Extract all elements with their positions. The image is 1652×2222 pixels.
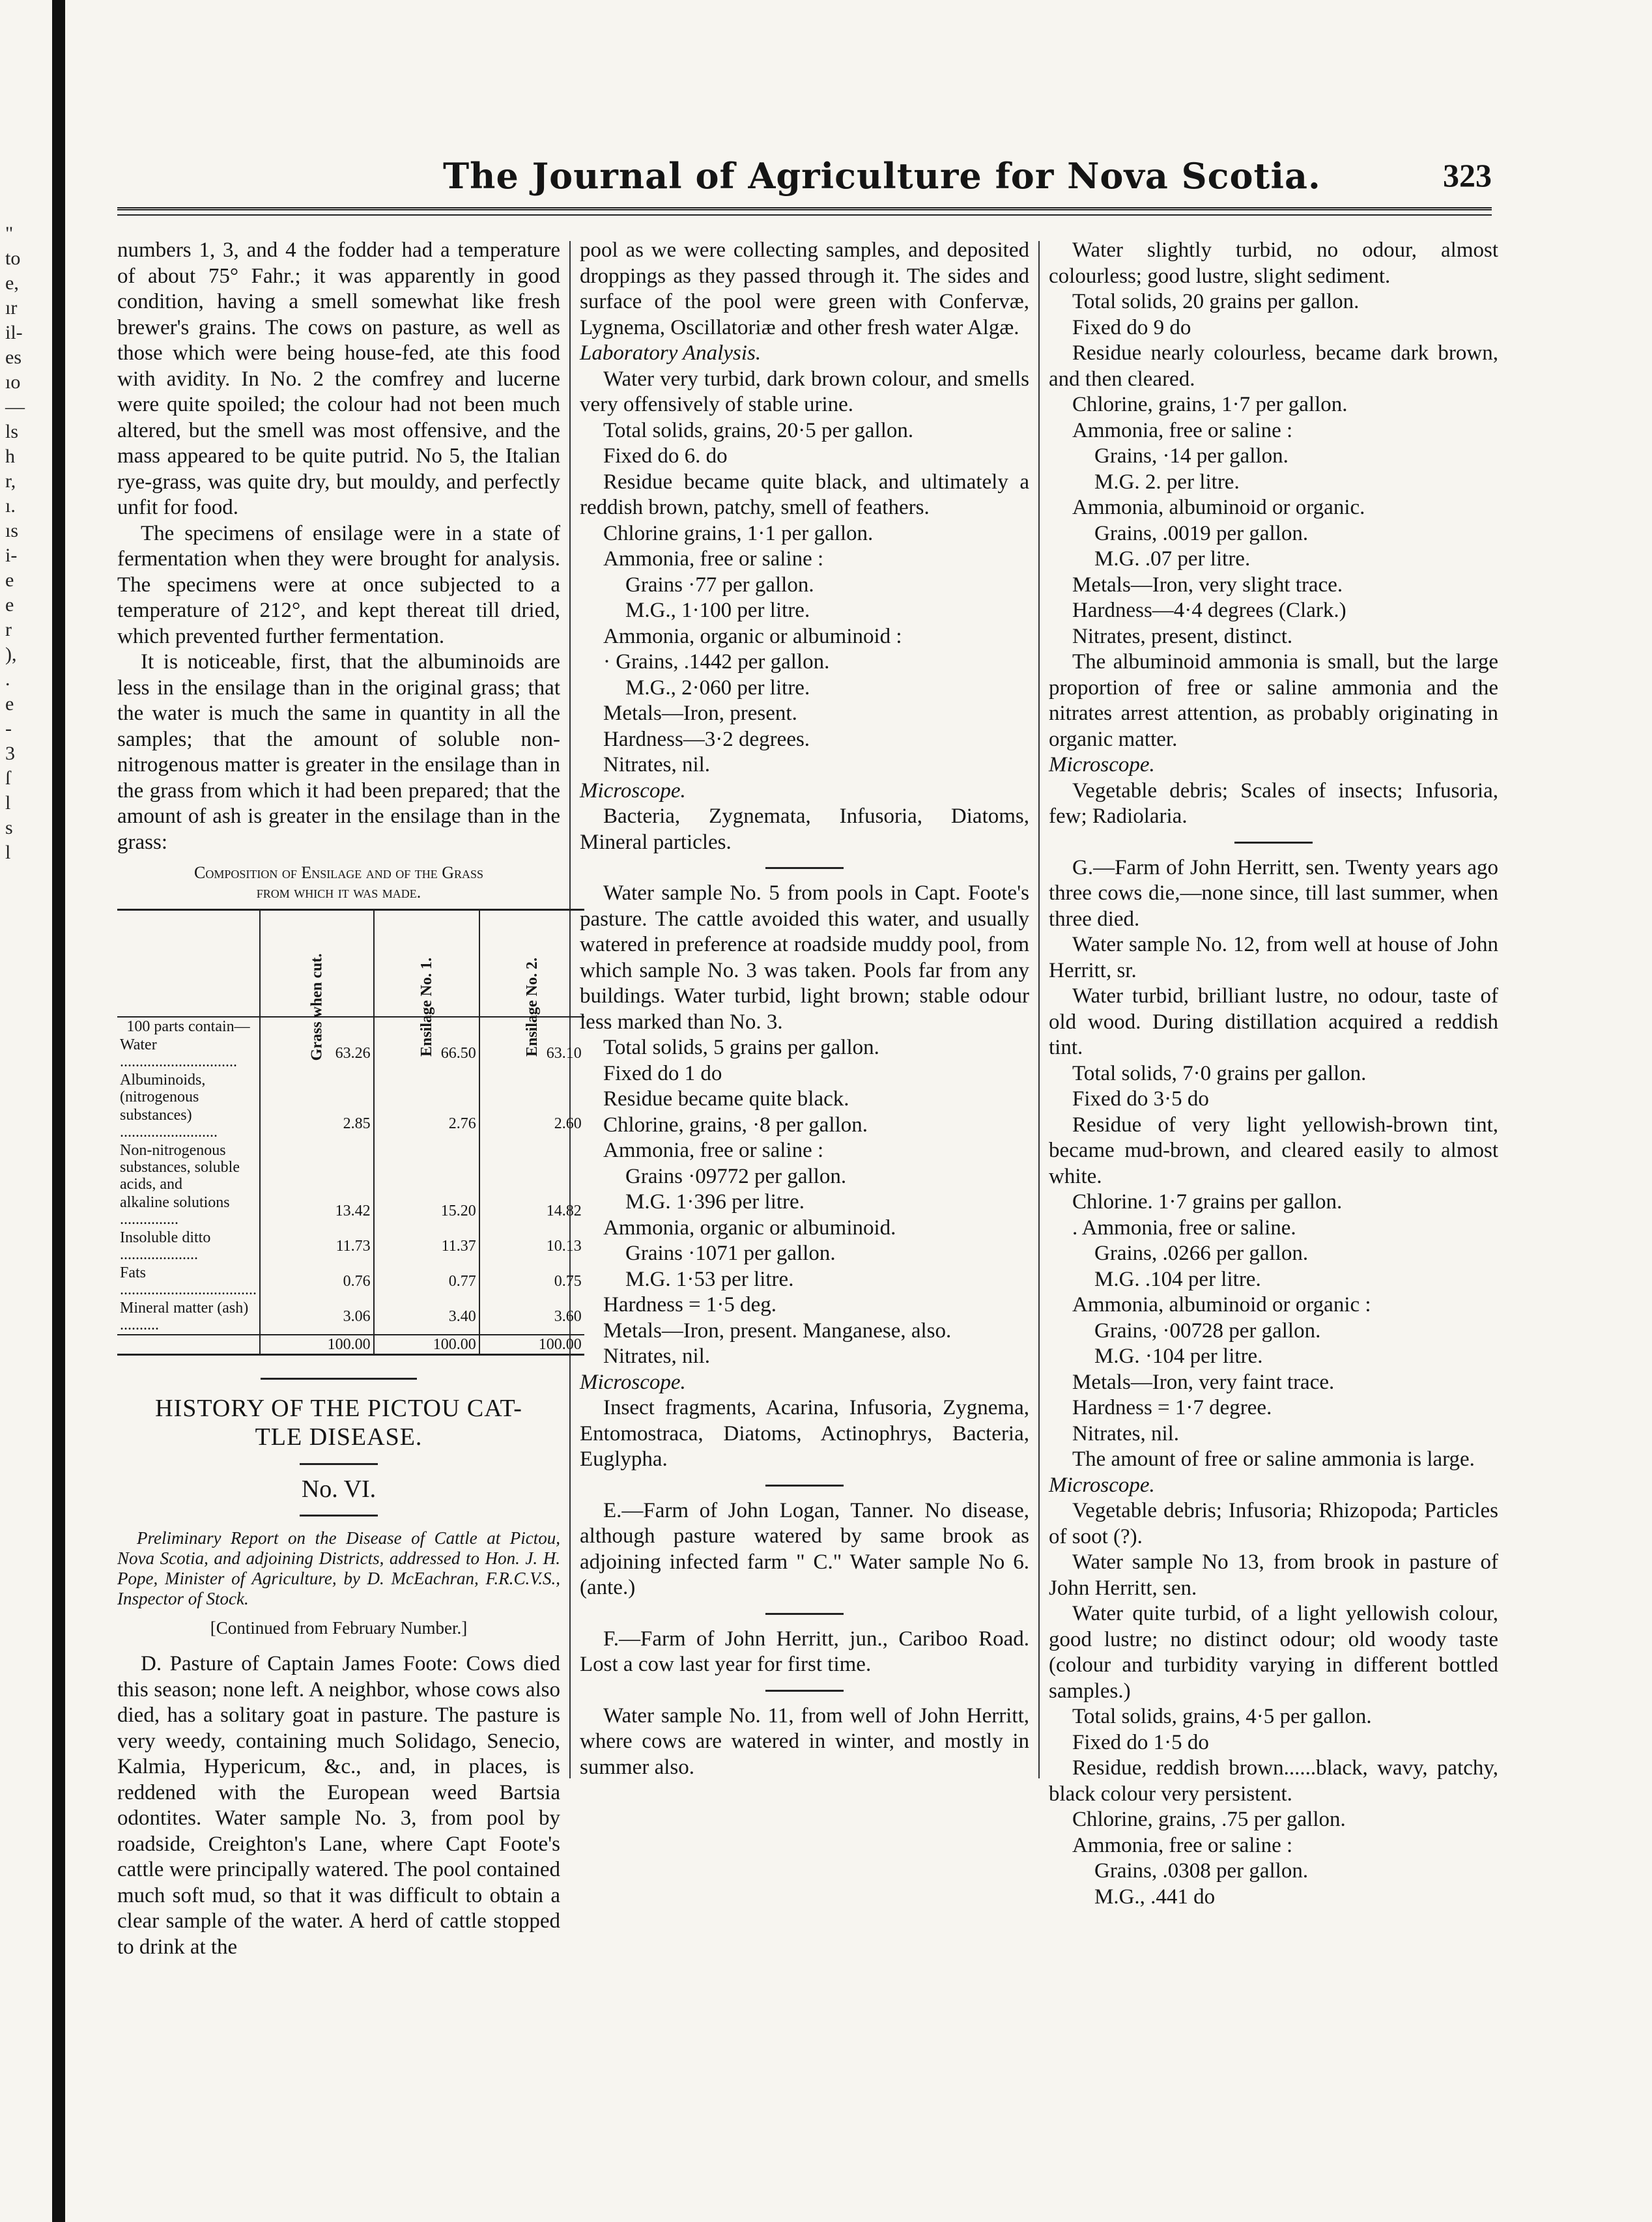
- paragraph: Water very turbid, dark brown colour, and smells very offensively of stable urine.: [580, 367, 1029, 416]
- paragraph: pool as we were collecting samples, and deposited droppings as they passed through it. The sides and surface of the pool were green with Confervæ, Lygnema, Oscillatoriæ and other fresh water Algæ.: [580, 238, 1029, 339]
- analysis-line: Hardness—3·2 degrees.: [603, 727, 810, 751]
- analysis-line: Grains ·77 per gallon.: [625, 573, 814, 597]
- analysis-line: Ammonia, free or saline :: [1072, 418, 1293, 442]
- section-rule: [765, 1613, 844, 1615]
- analysis-line: . Ammonia, free or saline.: [1072, 1216, 1296, 1240]
- analysis-line: Hardness = 1·5 deg.: [603, 1293, 777, 1317]
- page-header: [117, 150, 1492, 221]
- table-title-line: Composition of Ensilage and of the Grass: [193, 863, 484, 882]
- margin-fragment: e,: [5, 272, 19, 294]
- margin-fragment: i-: [5, 545, 18, 566]
- analysis-line: Metals—Iron, present. Manganese, also.: [603, 1318, 952, 1343]
- analysis-line: Ammonia, free or saline :: [603, 1139, 824, 1162]
- margin-fragment: h: [5, 446, 15, 467]
- paragraph: The amount of free or saline ammonia is large.: [1072, 1447, 1475, 1471]
- margin-fragment: ıo: [5, 371, 21, 393]
- analysis-line: Chlorine. 1·7 grains per gallon.: [1072, 1190, 1343, 1214]
- page-number: 323: [1443, 157, 1492, 193]
- paragraph: F.—Farm of John Herritt, jun., Cariboo Road. Lost a cow last year for first time.: [580, 1627, 1029, 1676]
- margin-fragment: —: [5, 396, 25, 418]
- analysis-line: Grains ·1071 per gallon.: [625, 1242, 836, 1265]
- analysis-line: Fixed do 1 do: [603, 1061, 722, 1085]
- analysis-line: M.G. 2. per litre.: [1094, 470, 1240, 494]
- paragraph: Water turbid, brilliant lustre, no odour, taste of old wood. During distillation acquired a reddish tint.: [1049, 984, 1498, 1059]
- analysis-line: Chlorine grains, 1·1 per gallon.: [603, 521, 874, 545]
- paragraph: Residue of very light yellowish-brown tint, became mud-brown, and cleared easily to almost white.: [1049, 1113, 1498, 1188]
- analysis-line: Grains, ·14 per gallon.: [1094, 444, 1289, 468]
- margin-fragment: e: [5, 569, 14, 591]
- paragraph: Vegetable debris; Infusoria; Rhizopoda; Particles of soot (?).: [1049, 1499, 1498, 1548]
- analysis-line: Metals—Iron, present.: [603, 702, 797, 725]
- section-title: [117, 1394, 560, 1451]
- analysis-line: Metals—Iron, very slight trace.: [1072, 573, 1343, 597]
- analysis-line: Total solids, grains, 4·5 per gallon.: [1072, 1705, 1372, 1728]
- margin-fragment: ıs: [5, 520, 19, 541]
- analysis-line: M.G., .441 do: [1094, 1885, 1216, 1909]
- subheading: Microscope.: [580, 778, 686, 803]
- column-2: [580, 238, 1029, 1780]
- margin-fragment: l: [5, 842, 11, 863]
- table-row: substances) ......................... 2.85 2.76 2.60: [117, 1106, 584, 1141]
- paragraph: Water sample No. 11, from well of John Herritt, where cows are watered in winter, and mostly in summer also.: [580, 1703, 1029, 1779]
- margin-fragment: ": [5, 223, 14, 244]
- journal-title: The Journal of Agriculture for Nova Scotia.: [443, 155, 1321, 197]
- analysis-line: · Grains, .1442 per gallon.: [603, 650, 830, 674]
- column-header: Ensilage No. 2.: [479, 910, 584, 1018]
- paragraph: D. Pasture of Captain James Foote: Cows died this season; none left. A neighbor, whose cows also died, has a solitary goat in pasture. The pasture is very weedy, containing much Solidago, Senecio, Kalmia, Hypericum, &c., and, in places, is reddened with the European weed Bartsia odontites. Water sample No. 3, from pool by roadside, Creighton's Lane, where Capt Foote's cattle were principally watered. The pool contained much soft mud, so that it was difficult to obtain a clear sample of the water. A herd of cattle stopped to drink at the: [117, 1652, 560, 1959]
- paragraph: Vegetable debris; Scales of insects; Infusoria, few; Radiolaria.: [1049, 778, 1498, 828]
- margin-fragment: il-: [5, 322, 23, 343]
- analysis-line: Hardness = 1·7 degree.: [1072, 1396, 1272, 1419]
- paragraph: numbers 1, 3, and 4 the fodder had a temperature of about 75° Fahr.; it was apparently in good condition, having a smell somewhat like fresh brewer's grains. The cows on pasture, as well as those which were being house-fed, ate this food with avidity. In No. 2 the comfrey and lucerne were quite spoiled; the colour had not been much altered, but the smell was most offensive, and the mass appeared to be quite putrid. No 5, the Italian rye-grass, was quite dry, but mouldy, and perfectly unfit for food.: [117, 238, 560, 519]
- column-3: [1049, 238, 1498, 1910]
- paragraph: The specimens of ensilage were in a state of fermentation when they were brought for analysis. The specimens were at once subjected to a temperature of 212°, and kept thereat till dried, which prevented further fermentation.: [117, 521, 560, 648]
- column-header: Ensilage No. 1.: [374, 910, 479, 1018]
- section-title-line: HISTORY OF THE PICTOU CAT-: [155, 1395, 522, 1422]
- margin-fragment: ),: [5, 644, 17, 665]
- table-total-row: 100.00 100.00 100.00: [117, 1335, 584, 1355]
- margin-fragment: s: [5, 817, 13, 838]
- analysis-line: Fixed do 3·5 do: [1072, 1087, 1209, 1111]
- table-corner: [117, 910, 260, 1018]
- paragraph: Water slightly turbid, no odour, almost colourless; good lustre, slight sediment.: [1049, 238, 1498, 288]
- margin-fragment: es: [5, 347, 21, 368]
- report-subtitle: Preliminary Report on the Disease of Cattle at Pictou, Nova Scotia, and adjoining Districts, addressed to Hon. J. H. Pope, Minister of Agriculture, by D. McEachran, F.R.C.V.S., Inspector of Stock.: [117, 1528, 560, 1608]
- analysis-line: Nitrates, nil.: [1072, 1421, 1180, 1446]
- margin-fragment: e: [5, 693, 14, 715]
- analysis-line: Ammonia, albuminoid or organic.: [1072, 496, 1365, 519]
- margin-fragment: ı.: [5, 495, 16, 517]
- analysis-line: M.G., 1·100 per litre.: [625, 599, 810, 622]
- paragraph: Water quite turbid, of a light yellowish colour, good lustre; no distinct odour; old woody taste (colour and turbidity varying in different bottled samples.): [1049, 1602, 1498, 1703]
- margin-fragment: ır: [5, 297, 18, 319]
- continued-note: [Continued from February Number.]: [210, 1617, 468, 1638]
- section-rule: [261, 1378, 417, 1380]
- analysis-line: Grains, .0019 per gallon.: [1094, 521, 1309, 545]
- table-row: Mineral matter (ash) .......... 3.06 3.40 3.60: [117, 1299, 584, 1335]
- margin-fragment: .: [5, 668, 10, 690]
- margin-fragment: r: [5, 619, 12, 640]
- table-title-line: from which it was made.: [256, 883, 421, 902]
- analysis-line: M.G. 1·396 per litre.: [625, 1190, 805, 1214]
- column-header: Grass when cut.: [260, 910, 374, 1018]
- paragraph: E.—Farm of John Logan, Tanner. No disease, although pasture watered by same brook as adjoining infected farm " C." Water sample No 6. (ante.): [580, 1498, 1029, 1599]
- analysis-line: Residue became quite black.: [603, 1087, 849, 1111]
- analysis-line: Nitrates, present, distinct.: [1072, 624, 1293, 648]
- analysis-line: Fixed do 1·5 do: [1072, 1730, 1209, 1754]
- analysis-line: Chlorine, grains, 1·7 per gallon.: [1072, 393, 1348, 416]
- section-rule: [1234, 842, 1313, 844]
- paragraph: Residue became quite black, and ultimately a reddish brown, patchy, smell of feathers.: [580, 470, 1029, 519]
- section-rule: [765, 1690, 844, 1692]
- article-number: No. VI.: [301, 1475, 377, 1503]
- analysis-line: Chlorine, grains, ·8 per gallon.: [603, 1113, 868, 1137]
- analysis-line: Ammonia, albuminoid or organic :: [1072, 1293, 1371, 1317]
- section-rule: [765, 867, 844, 869]
- analysis-line: Total solids, 7·0 grains per gallon.: [1072, 1061, 1367, 1085]
- analysis-line: Ammonia, organic or albuminoid.: [603, 1216, 896, 1240]
- section-rule: [300, 1515, 378, 1517]
- book-spine-shadow: [52, 0, 65, 2222]
- table-row: Insoluble ditto .................... 11.73 11.37 10.13: [117, 1229, 584, 1264]
- analysis-line: Ammonia, organic or albuminoid :: [603, 624, 902, 648]
- paragraph: Water sample No. 12, from well at house of John Herritt, sr.: [1049, 933, 1498, 982]
- margin-fragment: to: [5, 248, 21, 269]
- paragraph: Water sample No 13, from brook in pasture of John Herritt, sen.: [1049, 1550, 1498, 1600]
- analysis-line: Nitrates, nil.: [603, 753, 711, 776]
- table-intro: 100 parts contain—: [126, 1018, 250, 1035]
- subheading: Microscope.: [1049, 1473, 1155, 1497]
- composition-table: [117, 909, 584, 1356]
- subheading: Microscope.: [1049, 753, 1155, 776]
- analysis-line: Hardness—4·4 degrees (Clark.): [1072, 599, 1346, 622]
- analysis-line: Chlorine, grains, .75 per gallon.: [1072, 1808, 1346, 1831]
- paragraph: Residue, reddish brown......black, wavy, patchy, black colour very persistent.: [1049, 1756, 1498, 1806]
- analysis-line: Total solids, 5 grains per gallon.: [603, 1036, 879, 1059]
- analysis-line: Grains, .0308 per gallon.: [1094, 1859, 1309, 1883]
- analysis-line: Grains, ·00728 per gallon.: [1094, 1318, 1321, 1343]
- analysis-line: M.G. .07 per litre.: [1094, 547, 1251, 571]
- paragraph: Water sample No. 5 from pools in Capt. Foote's pasture. The cattle avoided this water, and usually watered in preference at roadside muddy pool, from which sample No. 3 was taken. Pools far from any buildings. Water turbid, light brown; stable odour less marked than No. 3.: [580, 881, 1029, 1034]
- margin-fragment: e: [5, 594, 14, 616]
- section-title-line: TLE DISEASE.: [255, 1423, 423, 1451]
- analysis-line: Total solids, grains, 20·5 per gallon.: [603, 418, 914, 442]
- analysis-line: Metals—Iron, very faint trace.: [1072, 1370, 1335, 1394]
- analysis-line: Total solids, 20 grains per gallon.: [1072, 290, 1360, 313]
- table-row: Non-nitrogenous substances, soluble acids, and: [117, 1141, 584, 1193]
- paragraph: It is noticeable, first, that the albuminoids are less in the ensilage than in the original grass; that the water is much the same in quantity in all the samples; that the amount of soluble non-nitrogenous matter is greater in the ensilage than in the grass from which it had been prepared; that the amount of ash is greater in the ensilage than in the grass:: [117, 650, 560, 854]
- table-row: Fats ................................... 0.76 0.77 0.75: [117, 1264, 584, 1299]
- paragraph: The albuminoid ammonia is small, but the large proportion of free or saline ammonia and the nitrates arrest attention, as probably originating in organic matter.: [1049, 650, 1498, 751]
- analysis-line: Grains, .0266 per gallon.: [1094, 1242, 1309, 1265]
- subheading: Microscope.: [580, 1370, 686, 1394]
- analysis-line: Ammonia, free or saline :: [1072, 1833, 1293, 1857]
- analysis-line: M.G., 2·060 per litre.: [625, 676, 810, 700]
- margin-fragment: l: [5, 792, 11, 814]
- analysis-line: Fixed do 9 do: [1072, 315, 1191, 339]
- analysis-line: Grains ·09772 per gallon.: [625, 1164, 847, 1188]
- facing-page-margin-fragments: [5, 221, 44, 865]
- section-rule: [300, 1463, 378, 1465]
- margin-fragment: r,: [5, 470, 16, 492]
- margin-fragment: 3: [5, 743, 15, 764]
- analysis-line: Nitrates, nil.: [603, 1345, 711, 1368]
- column-divider: [1038, 241, 1040, 1778]
- header-rule: [117, 207, 1492, 216]
- subheading: Laboratory Analysis.: [580, 341, 762, 365]
- analysis-line: Ammonia, free or saline :: [603, 547, 824, 571]
- paragraph: Insect fragments, Acarina, Infusoria, Zygnema, Entomostraca, Diatoms, Actinophrys, Bacteria, Euglypha.: [580, 1396, 1029, 1471]
- paragraph: G.—Farm of John Herritt, sen. Twenty years ago three cows die,—none since, till last summer, when three died.: [1049, 855, 1498, 931]
- analysis-line: M.G. 1·53 per litre.: [625, 1267, 794, 1291]
- table-title: [117, 863, 560, 902]
- analysis-line: M.G. ·104 per litre.: [1094, 1345, 1263, 1368]
- table-row: Albuminoids, (nitrogenous: [117, 1071, 584, 1106]
- table-row: Water .............................. 63.26 66.50 63.10: [117, 1036, 584, 1071]
- analysis-line: M.G. .104 per litre.: [1094, 1267, 1261, 1291]
- margin-fragment: -: [5, 718, 12, 739]
- paragraph: Residue nearly colourless, became dark brown, and then cleared.: [1049, 341, 1498, 391]
- table-row: alkaline solutions ............... 13.42 15.20 14.82: [117, 1193, 584, 1229]
- paragraph: Bacteria, Zygnemata, Infusoria, Diatoms, Mineral particles.: [580, 805, 1029, 854]
- column-1: [117, 238, 582, 1960]
- analysis-line: Fixed do 6. do: [603, 444, 728, 468]
- margin-fragment: ls: [5, 421, 19, 442]
- margin-fragment: ſ: [5, 767, 11, 789]
- section-rule: [765, 1485, 844, 1487]
